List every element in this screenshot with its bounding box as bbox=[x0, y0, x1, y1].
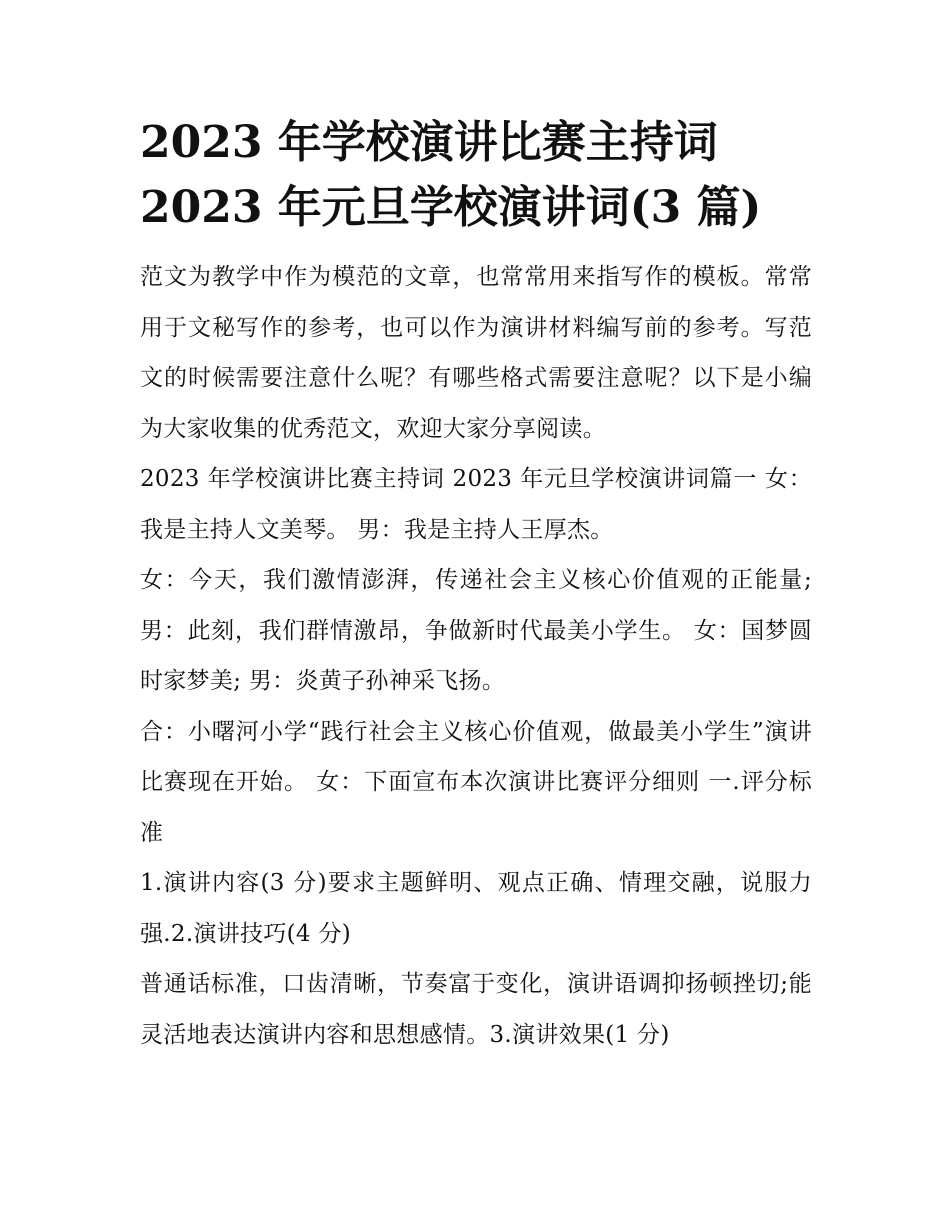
host-intro-paragraph: 2023 年学校演讲比赛主持词 2023 年元旦学校演讲词篇一 女：我是主持人文美琴。 男：我是主持人王厚杰。 bbox=[140, 466, 812, 543]
document-title bbox=[140, 110, 812, 240]
title-line-1: 2023 年学校演讲比赛主持词 bbox=[140, 117, 718, 168]
document-page bbox=[140, 110, 812, 1060]
title-line-2: 2023 年元旦学校演讲词(3 篇) bbox=[140, 182, 762, 233]
intro-paragraph: 范文为教学中作为模范的文章，也常常用来指写作的模板。常常用于文秘写作的参考，也可以作为演讲材料编写前的参考。写范文的时候需要注意什么呢？有哪些格式需要注意呢？以下是小编为大家收集的优秀范文，欢迎大家分享阅读。 bbox=[140, 264, 812, 442]
opening-dialogue-paragraph: 女：今天，我们激情澎湃，传递社会主义核心价值观的正能量; 男：此刻，我们群情激昂，争做新时代最美小学生。 女：国梦圆时家梦美; 男：炎黄子孙神采飞扬。 bbox=[140, 567, 812, 694]
announcement-paragraph: 合：小曙河小学“践行社会主义核心价值观，做最美小学生”演讲比赛现在开始。 女：下面宣布本次演讲比赛评分细则 一.评分标准 bbox=[140, 718, 812, 846]
scoring-skill-paragraph: 普通话标准，口齿清晰，节奏富于变化，演讲语调抑扬顿挫切;能灵活地表达演讲内容和思想感情。3.演讲效果(1 分) bbox=[140, 971, 812, 1048]
scoring-content-paragraph: 1.演讲内容(3 分)要求主题鲜明、观点正确、情理交融，说服力强.2.演讲技巧(4 分) bbox=[140, 870, 812, 947]
